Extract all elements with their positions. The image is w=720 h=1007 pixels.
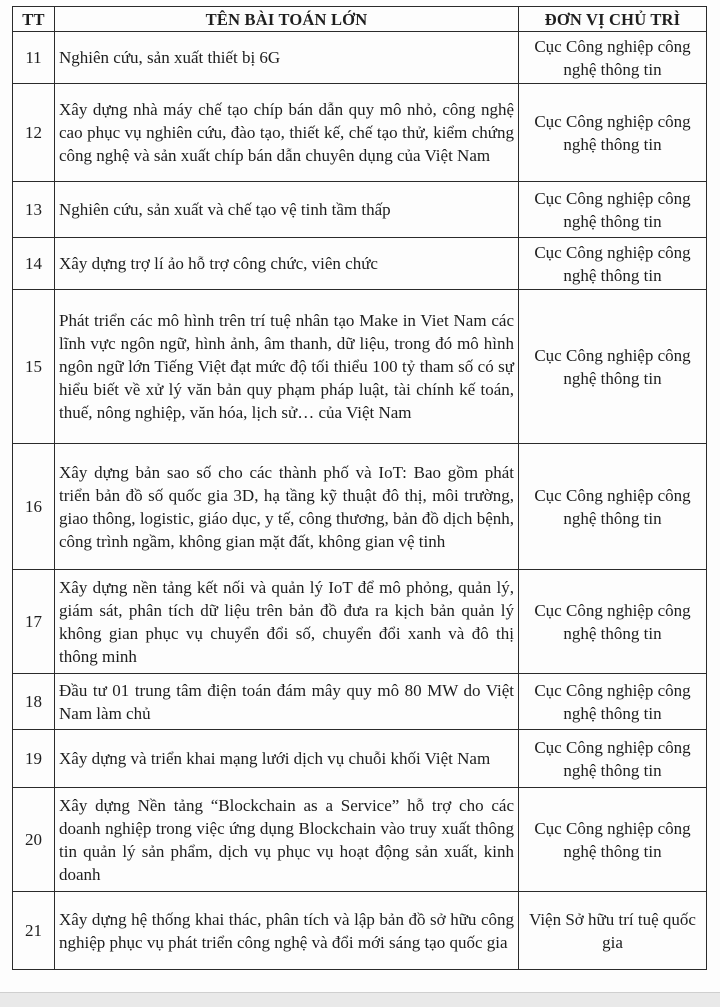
row-number: 21 [13, 892, 55, 970]
table-row [13, 290, 707, 444]
row-title: Xây dựng bản sao số cho các thành phố và IoT: Bao gồm phát triển bản đồ số quốc gia 3D, hạ tầng kỹ thuật đô thị, môi trường, giao thông, logistic, giáo dục, y tế, công thương, bản đồ dịch bệnh, công trình ngầm, không gian mặt đất, không gian vệ tinh [55, 444, 519, 570]
row-unit: Cục Công nghiệp công nghệ thông tin [519, 290, 707, 444]
row-unit: Cục Công nghiệp công nghệ thông tin [519, 182, 707, 238]
row-unit: Cục Công nghiệp công nghệ thông tin [519, 570, 707, 674]
header-title: TÊN BÀI TOÁN LỚN [55, 7, 519, 32]
table-row [13, 182, 707, 238]
table-header-row [13, 7, 707, 32]
table-row [13, 32, 707, 84]
table-row [13, 84, 707, 182]
row-title: Nghiên cứu, sản xuất và chế tạo vệ tinh tầm thấp [55, 182, 519, 238]
header-unit: ĐƠN VỊ CHỦ TRÌ [519, 7, 707, 32]
table-row [13, 570, 707, 674]
row-title: Xây dựng nền tảng kết nối và quản lý IoT để mô phỏng, quản lý, giám sát, phân tích dữ liệu trên bản đồ đưa ra kịch bản quản lý không gian phục vụ chuyển đổi số, chuyển đổi xanh và đô thị thông minh [55, 570, 519, 674]
row-title: Xây dựng nhà máy chế tạo chíp bán dẫn quy mô nhỏ, công nghệ cao phục vụ nghiên cứu, đào tạo, thiết kế, chế tạo thử, kiểm chứng công nghệ và sản xuất chíp bán dẫn chuyên dụng của Việt Nam [55, 84, 519, 182]
table-row [13, 674, 707, 730]
row-title: Xây dựng trợ lí ảo hỗ trợ công chức, viên chức [55, 238, 519, 290]
row-unit: Cục Công nghiệp công nghệ thông tin [519, 238, 707, 290]
row-unit: Viện Sở hữu trí tuệ quốc gia [519, 892, 707, 970]
row-unit: Cục Công nghiệp công nghệ thông tin [519, 444, 707, 570]
row-number: 11 [13, 32, 55, 84]
row-title: Nghiên cứu, sản xuất thiết bị 6G [55, 32, 519, 84]
row-number: 16 [13, 444, 55, 570]
table-row [13, 892, 707, 970]
row-title: Phát triển các mô hình trên trí tuệ nhân tạo Make in Viet Nam các lĩnh vực ngôn ngữ, hình ảnh, âm thanh, dữ liệu, trong đó mô hình ngôn ngữ lớn Tiếng Việt đạt mức độ tối thiểu 100 tỷ tham số có sự hiểu biết về xử lý văn bản quy phạm pháp luật, tài chính kế toán, thuế, nông nghiệp, văn hóa, lịch sử… của Việt Nam [55, 290, 519, 444]
row-unit: Cục Công nghiệp công nghệ thông tin [519, 32, 707, 84]
row-number: 13 [13, 182, 55, 238]
row-title: Xây dựng hệ thống khai thác, phân tích và lập bản đồ sở hữu công nghiệp phục vụ phát triển công nghệ và đổi mới sáng tạo quốc gia [55, 892, 519, 970]
row-unit: Cục Công nghiệp công nghệ thông tin [519, 788, 707, 892]
row-number: 15 [13, 290, 55, 444]
table-row [13, 444, 707, 570]
row-unit: Cục Công nghiệp công nghệ thông tin [519, 674, 707, 730]
row-number: 19 [13, 730, 55, 788]
table-row [13, 788, 707, 892]
row-number: 12 [13, 84, 55, 182]
row-number: 20 [13, 788, 55, 892]
row-number: 14 [13, 238, 55, 290]
row-number: 17 [13, 570, 55, 674]
row-unit: Cục Công nghiệp công nghệ thông tin [519, 730, 707, 788]
row-title: Xây dựng và triển khai mạng lưới dịch vụ chuỗi khối Việt Nam [55, 730, 519, 788]
row-unit: Cục Công nghiệp công nghệ thông tin [519, 84, 707, 182]
table-row [13, 730, 707, 788]
page-bottom-strip [0, 992, 720, 1007]
tasks-table [12, 6, 707, 970]
table-row [13, 238, 707, 290]
row-title: Xây dựng Nền tảng “Blockchain as a Service” hỗ trợ cho các doanh nghiệp trong việc ứng dụng Blockchain vào truy xuất thông tin quản lý sản phẩm, dịch vụ phục vụ hoạt động sản xuất, kinh doanh [55, 788, 519, 892]
row-title: Đầu tư 01 trung tâm điện toán đám mây quy mô 80 MW do Việt Nam làm chủ [55, 674, 519, 730]
header-tt: TT [13, 7, 55, 32]
row-number: 18 [13, 674, 55, 730]
